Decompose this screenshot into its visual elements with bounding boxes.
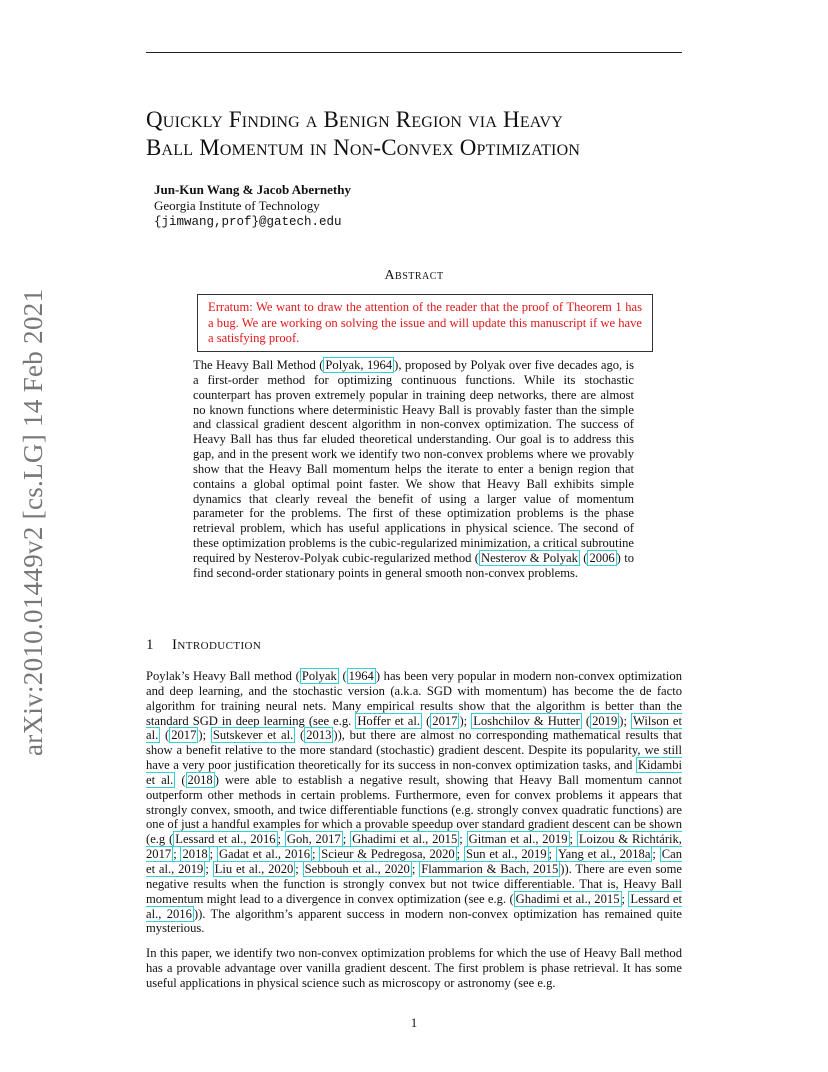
page-number: 1 bbox=[410, 1015, 418, 1030]
abstract-text: The Heavy Ball Method ( Polyak, 1964 ), proposed by Polyak over five decades ago, is a first-order method for optimizing continuous functions. While its stochastic counterpart has proven extremely popular in training deep networks, there are almost no known functions where deterministic Heavy Ball is provably faster than the simple and classical gradient descent algorithm in non-convex optimization. The success of Heavy Ball has thus far eluded theoretical understanding. Our goal is to address this gap, and in the present work we identify two non-convex problems where we provably show that the Heavy Ball momentum helps the iterate to enter a benign region that contains a global optimal point faster. We show that Heavy Ball exhibits simple dynamics that clearly reveal the benefit of using a larger value of momentum parameter for the problems. The first of these optimization problems is the phase retrieval problem, which has useful applications in physical science. The second of these optimization problems is the cubic-regularized minimization, a critical subroutine required by Nesterov-Polyak cubic-regularized method ( Nesterov & Polyak ( 2006 ) to find second-order stationary points in general smooth non-convex problems. bbox=[193, 358, 635, 580]
citation-link[interactable]: Polyak bbox=[301, 669, 337, 683]
citation-link[interactable]: Kidambi et al. bbox=[146, 758, 682, 787]
citation-link[interactable]: Sun et al., 2019 bbox=[465, 847, 547, 862]
abstract-text-part: ), proposed by Polyak over five decades ago, is a first-order method for optimizing continuous functions. While its stochastic counterpart has proven extremely popular in training deep networks, there are almost no known functions where deterministic Heavy Ball is provably faster than the simple and classical gradient descent algorithm in non-convex optimization. The success of Heavy Ball has thus far eluded theoretical understanding. Our goal is to address this gap, and in the present work we identify two non-convex problems where we provably show that the Heavy Ball momentum helps the iterate to enter a benign region that contains a global optimal point faster. We show that Heavy Ball exhibits simple dynamics that clearly reveal the benefit of using a larger value of momentum parameter for the problems. The first of these optimization problems is the phase retrieval problem, which has useful applications in physical science. The second of these optimization problems is the cubic-regularized minimization, a critical subroutine required by Nesterov-Polyak cubic-regularized method ( bbox=[193, 358, 635, 565]
paper-title bbox=[146, 106, 706, 162]
top-rule bbox=[146, 52, 682, 53]
citation-link[interactable]: Sutskever et al. bbox=[212, 728, 294, 743]
citation-link[interactable]: Polyak, 1964 bbox=[325, 358, 393, 372]
citation-link[interactable]: Ghadimi et al., 2015 bbox=[515, 891, 620, 906]
author-block bbox=[154, 182, 351, 230]
author-affiliation: Georgia Institute of Technology bbox=[154, 198, 320, 213]
paragraph-text: ), but there are almost no corresponding mathematical results that show a benefit relative to the more standard (stochastic) gradient descent. Despite its popularity, we still have a very poor justification theoretically for its success in non-convex optimization tasks, and bbox=[146, 728, 683, 773]
citation-link[interactable]: 2006 bbox=[589, 550, 615, 565]
intro-paragraph-1: Poylak’s Heavy Ball method ( Polyak ( 1964 ) has been very popular in modern non-convex optimization and deep learning, and the stochastic version (a.k.a. SGD with momentum) has become the de facto algorithm for training neural nets. Many empirical results show that the algorithm is better than the standard SGD in deep learning (see e.g. Hoffer et al. ( 2017 ); Loshchilov & Hutter ( 2019 ); Wilson et al. ( 2017 ); Sutskever et al. ( 2013 )), but there are almost no corresponding mathematical results that show a benefit relative to the more standard (stochastic) gradient descent. Despite its popularity, we still have a very poor justification theoretically for its success in non-convex optimization tasks, and Kidambi et al. ( 2018 ) were able to establish a negative result, showing that Heavy Ball momentum cannot outperform other methods in certain problems. Furthermore, even for convex problems it appears that strongly convex, smooth, and twice differentiable functions (e.g. strongly convex quadratic functions) are one of just a handful examples for which a provable speedup over standard gradient descent can be shown (e.g ( Lessard et al., 2016 ; Goh, 2017 ; Ghadimi et al., 2015 ; Gitman et al., 2019 ; Loizou & Richtárik, 2017 ; 2018 ; Gadat et al., 2016 ; Scieur & Pedregosa, 2020 ; Sun et al., 2019 ; Yang et al., 2018a ; Can et al., 2019 ; Liu et al., 2020 ; Sebbouh et al., 2020 ; Flammarion & Bach, 2015 )). There are even some negative results when the function is strongly convex but not twice differentiable. That is, Heavy Ball momentum might lead to a divergence in convex optimization (see e.g. ( Ghadimi et al., 2015 ; Lessard et al., 2016 )). The algorithm’s apparent success in modern non-convex optimization has remained quite mysterious. bbox=[146, 669, 683, 936]
title-line-2: Ball Momentum in Non-Convex Optimization bbox=[146, 135, 581, 160]
citation-link[interactable]: Sebbouh et al., 2020 bbox=[304, 861, 410, 876]
citation-link[interactable]: Liu et al., 2020 bbox=[214, 861, 294, 876]
author-names: Jun-Kun Wang & Jacob Abernethy bbox=[154, 182, 351, 197]
section-heading bbox=[146, 637, 261, 654]
citation-link[interactable]: Wilson et al. bbox=[146, 713, 683, 743]
citation-link[interactable]: 2018 bbox=[187, 772, 213, 787]
paragraph-text: Poylak’s Heavy Ball method ( bbox=[146, 669, 300, 683]
citation-link[interactable]: Flammarion & Bach, 2015 bbox=[421, 861, 559, 876]
title-line-1: Quickly Finding a Benign Region via Heavy bbox=[146, 107, 564, 132]
author-email: {jimwang,prof}@gatech.edu bbox=[154, 215, 342, 229]
citation-link[interactable]: Loizou & Richtárik, 2017 bbox=[146, 832, 682, 862]
citation-link[interactable]: Loshchilov & Hutter bbox=[473, 713, 580, 728]
citation-link[interactable]: Lessard et al., 2016 bbox=[175, 832, 276, 847]
citation-link[interactable]: Hoffer et al. bbox=[357, 713, 421, 728]
citation-link[interactable]: Gitman et al., 2019 bbox=[468, 832, 568, 847]
citation-link[interactable]: 2017 bbox=[171, 728, 197, 743]
citation-link[interactable]: Lessard et al., 2016 bbox=[146, 891, 682, 921]
citation-link[interactable]: Nesterov & Polyak bbox=[480, 550, 578, 565]
citation-link[interactable]: Can et al., 2019 bbox=[146, 847, 682, 876]
citation-link[interactable]: 2013 bbox=[306, 728, 332, 743]
citation-link[interactable]: Yang et al., 2018a bbox=[557, 847, 651, 862]
citation-link[interactable]: Scieur & Pedregosa, 2020 bbox=[321, 847, 455, 862]
paragraph-text: were able to establish a negative result, showing that Heavy Ball momentum cannot outperform other methods in certain problems. Furthermore, even for convex problems it appears that strongly convex, smooth, and twice differentiable functions (e.g. strongly convex quadratic functions) are one of just a handful examples for which a provable speedup over standard gradient descent can be shown (e.g ( bbox=[146, 772, 682, 847]
paragraph-text: )). There are even some negative results when the function is strongly convex but not twice differentiable. That is, Heavy Ball momentum might lead to a divergence in convex optimization (see e.g. ( bbox=[146, 861, 682, 906]
citation-link[interactable]: 1964 bbox=[348, 669, 374, 683]
intro-paragraph-2: In this paper, we identify two non-convex optimization problems for which the use of Heavy Ball method has a provable advantage over vanilla gradient descent. The first problem is phase retrieval. It has some useful applications in physical science such as microscopy or astronomy (see e.g. bbox=[146, 946, 682, 990]
abstract-text-part: The Heavy Ball Method ( bbox=[193, 358, 324, 372]
abstract-text-part: ) to find second-order stationary points in general smooth non-convex problems. bbox=[193, 550, 634, 580]
citation-link[interactable]: 2018 bbox=[182, 847, 208, 862]
section-number: 1 bbox=[146, 637, 154, 653]
citation-link[interactable]: Goh, 2017 bbox=[286, 832, 341, 847]
arxiv-identifier: arXiv:2010.01449v2 [cs.LG] 14 Feb 2021 bbox=[18, 288, 48, 756]
citation-link[interactable]: Gadat et al., 2016 bbox=[218, 847, 310, 862]
section-title: Introduction bbox=[172, 637, 262, 653]
paragraph-text: )). The algorithm’s apparent success in modern non-convex optimization has remained quite mysterious. bbox=[146, 906, 682, 936]
citation-link[interactable]: 2017 bbox=[432, 713, 458, 728]
paragraph-text: ) has been very popular in modern non-convex optimization and deep learning, and the stochastic version (a.k.a. SGD with momentum) has become the de facto algorithm for training neural nets. Many empirical results show that the algorithm is better than the standard SGD in deep learning (see e.g. bbox=[146, 669, 682, 728]
erratum-box: Erratum: We want to draw the attention of the reader that the proof of Theorem 1 has a bug. We are working on solving the issue and will update this manuscript if we have a satisfying proof. bbox=[197, 294, 653, 352]
citation-link[interactable]: 2019 bbox=[592, 713, 618, 728]
abstract-heading: Abstract bbox=[384, 268, 444, 283]
citation-link[interactable]: Ghadimi et al., 2015 bbox=[352, 832, 458, 847]
